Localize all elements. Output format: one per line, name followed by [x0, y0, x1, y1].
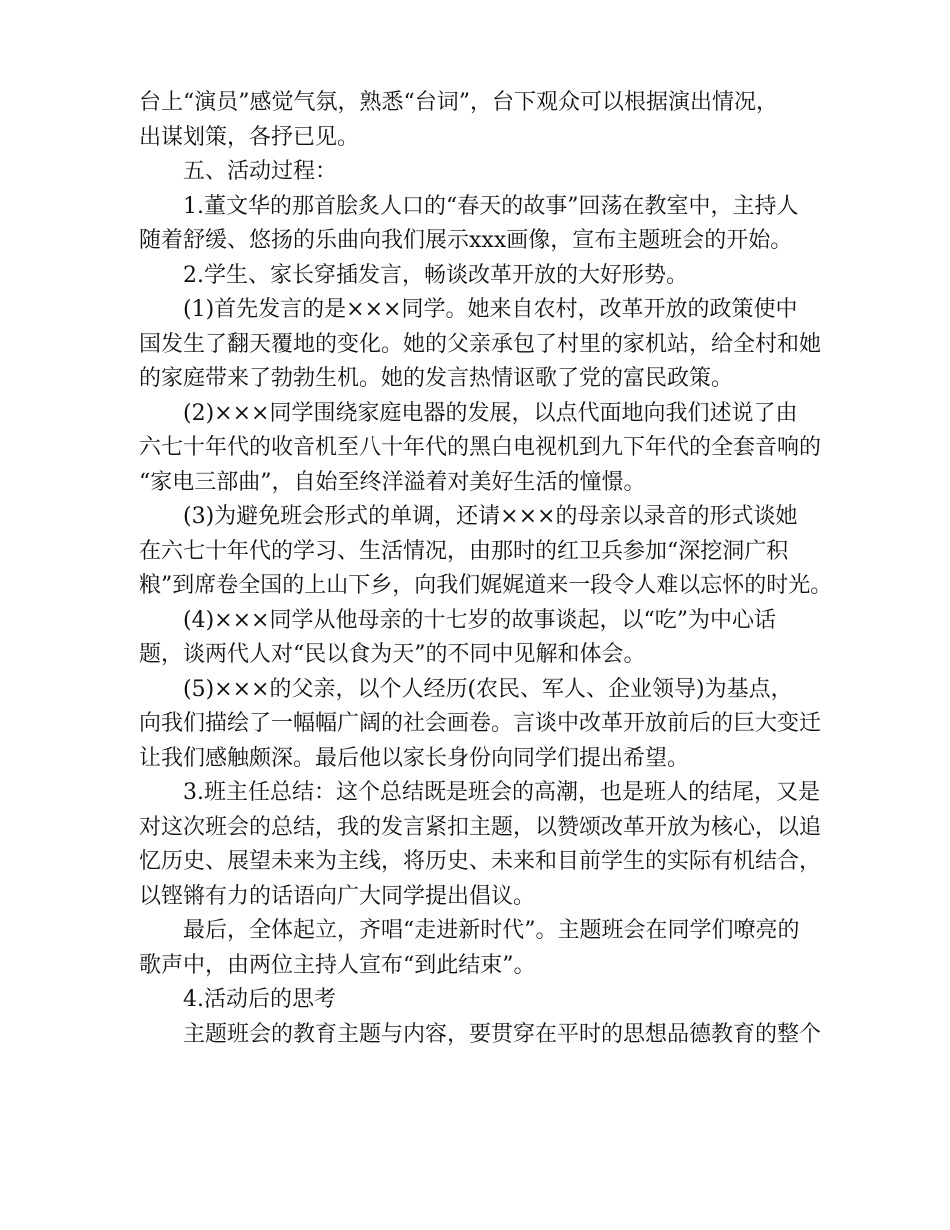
text-line: 题，谈两代人对“民以食为天”的不同中见解和体会。	[139, 642, 646, 667]
text-line: 最后，全体起立，齐唱“走进新时代”。主题班会在同学们嘹亮的	[183, 918, 800, 943]
text-line: 3.班主任总结：这个总结既是班会的高潮，也是班人的结尾，又是	[183, 780, 820, 805]
text-line: 粮”到席卷全国的上山下乡，向我们娓娓道来一段令人难以忘怀的时光。	[139, 573, 833, 598]
text-line: (4)×××同学从他母亲的十七岁的故事谈起，以“吃”为中心话	[183, 607, 776, 633]
text-line: (3)为避免班会形式的单调，还请×××的母亲以录音的形式谈她	[183, 504, 798, 529]
text-line: 主题班会的教育主题与内容，要贯穿在平时的思想品德教育的整个	[183, 1021, 822, 1047]
text-line: 以铿锵有力的话语向广大同学提出倡议。	[139, 883, 536, 909]
text-line: “家电三部曲”，自始至终洋溢着对美好生活的憧憬。	[139, 469, 646, 495]
text-line: 的家庭带来了勃勃生机。她的发言热情讴歌了党的富民政策。	[139, 366, 734, 391]
text-line: 在六七十年代的学习、生活情况，由那时的红卫兵参加“深挖洞广积	[139, 538, 789, 564]
text-line: 六七十年代的收音机至八十年代的黑白电视机到九下年代的全套音响的	[139, 435, 822, 460]
text-line: (5)×××的父亲，以个人经历(农民、军人、企业领导)为基点，	[183, 676, 793, 702]
text-line: 1.董文华的那首脍炙人口的“春天的故事”回荡在教室中，主持人	[183, 193, 799, 219]
document-body	[139, 86, 833, 1052]
text-line: 4.活动后的思考	[183, 987, 336, 1012]
text-line: 国发生了翻天覆地的变化。她的父亲承包了村里的家机站，给全村和她	[139, 331, 822, 357]
text-line: 随着舒缓、悠扬的乐曲向我们展示xxx画像，宣布主题班会的开始。	[139, 228, 793, 253]
text-line: 2.学生、家长穿插发言，畅谈改革开放的大好形势。	[183, 262, 688, 288]
text-line: 向我们描绘了一幅幅广阔的社会画卷。言谈中改革开放前后的巨大变迁	[139, 711, 822, 736]
text-line: 让我们感触颇深。最后他以家长身份向同学们提出希望。	[139, 745, 690, 771]
text-line: 五、活动过程：	[183, 159, 338, 184]
text-line: (1)首先发言的是×××同学。她来自农村，改革开放的政策使中	[183, 297, 798, 322]
text-line: 对这次班会的总结，我的发言紧扣主题，以赞颂改革开放为核心，以追	[139, 814, 822, 840]
text-line: (2)×××同学围绕家庭电器的发展，以点代面地向我们述说了由	[183, 400, 798, 426]
text-line: 忆历史、展望未来为主线，将历史、未来和目前学生的实际有机结合，	[139, 849, 822, 874]
text-line: 出谋划策，各抒已见。	[139, 124, 360, 150]
text-line: 台上“演员”感觉气氛，熟悉“台词”，台下观众可以根据演出情况，	[139, 90, 778, 115]
text-line: 歌声中，由两位主持人宣布“到此结束”。	[139, 952, 536, 978]
